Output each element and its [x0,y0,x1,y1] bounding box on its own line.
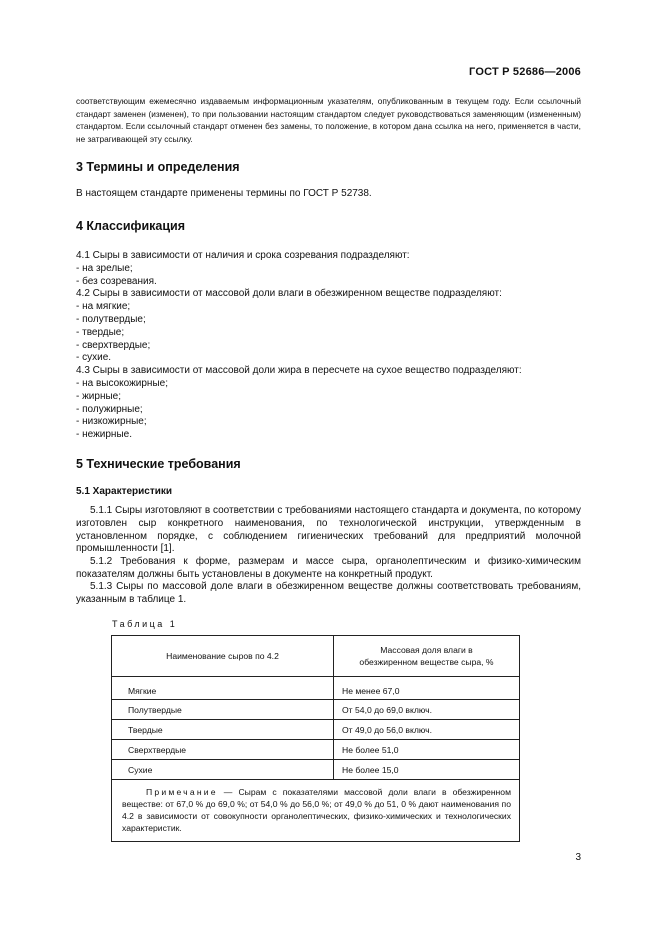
table-row [112,700,520,720]
section-5-title: 5 Технические требования [76,457,241,471]
moisture-table [111,635,520,842]
table-cell: Сверхтвердые [112,740,334,760]
paragraph-5-1-1: 5.1.1 Сыры изготовляют в соответствии с требованиями настоящего стандарта и документа, по которому изготовлен сыр конкретного наименования, по технологической инструкции, утвержденным в установленном порядке, с соблюдением гигиенических требований для предприятий молочной промышленности [1]. [76,505,581,555]
section-3-title: 3 Термины и определения [76,160,240,174]
page-number: 3 [575,852,581,863]
note-lead: Примечание [146,787,218,797]
table-cell: Мягкие [112,677,334,700]
list-item: - полужирные; [76,403,143,415]
list-item: - твердые; [76,326,125,338]
table-header-cell: Массовая доля влаги в обезжиренном веществе сыра, % [334,636,520,677]
table-cell: От 54,0 до 69,0 включ. [334,700,520,720]
table-row [112,677,520,700]
note-text: — Сырам с показателями массовой доли влаги в обезжиренном веществе: от 67,0 % до 69,0 %; от 54,0 % до 56,0 %; от 49,0 % до 51, 0 % дают наименования по 4.2 в зависимости от совокупности органолептических, физико-химических и технологических характеристик. [122,787,511,833]
list-item: 4.1 Сыры в зависимости от наличия и срока созревания подразделяют: [76,250,410,261]
document-header: ГОСТ Р 52686—2006 [469,66,581,78]
table-note-row [112,780,520,842]
list-item: - полутвердые; [76,313,146,325]
table-cell: Полутвердые [112,700,334,720]
table-cell: От 49,0 до 56,0 включ. [334,720,520,740]
table-note [112,780,520,842]
table-cell: Сухие [112,760,334,780]
paragraph-5-1-3: 5.1.3 Сыры по массовой доле влаги в обезжиренном веществе должны соответствовать требованиям, указанным в таблице 1. [76,581,581,605]
table-row [112,760,520,780]
list-item: - на высокожирные; [76,377,168,389]
list-item: - на зрелые; [76,262,133,274]
intro-paragraph: соответствующим ежемесячно издаваемым информационным указателям, опубликованным в текущем году. Если ссылочный стандарт заменен (изменен), то при пользовании настоящим стандартом следует руководствоваться заменяющим (измененным) стандартом. Если ссылочный стандарт отменен без замены, то положение, в котором дана ссылка на него, применяется в части, не затрагивающей эту ссылку. [76,96,581,144]
table-cell: Не более 15,0 [334,760,520,780]
table-row [112,720,520,740]
list-item: 4.2 Сыры в зависимости от массовой доли влаги в обезжиренном веществе подразделяют: [76,288,502,300]
section-4-list [76,250,581,442]
paragraph-5-1-2: 5.1.2 Требования к форме, размерам и массе сыра, органолептическим и физико-химическим показателям должны быть установлены в документе на конкретный продукт. [76,556,581,580]
list-item: - сверхтвердые; [76,339,151,351]
table-cell: Не более 51,0 [334,740,520,760]
section-3-text: В настоящем стандарте применены термины по ГОСТ Р 52738. [76,188,372,199]
section-4-title: 4 Классификация [76,219,186,233]
table-header-row [112,636,520,677]
table-header-cell: Наименование сыров по 4.2 [112,636,334,677]
table-label: Таблица 1 [112,619,178,629]
list-item: - низкожирные; [76,416,147,428]
table-cell: Твердые [112,720,334,740]
table-cell: Не менее 67,0 [334,677,520,700]
list-item: - без созревания. [76,275,157,287]
list-item: 4.3 Сыры в зависимости от массовой доли жира в пересчете на сухое вещество подразделяют: [76,365,522,377]
list-item: - на мягкие; [76,301,131,313]
list-item: - жирные; [76,390,121,402]
section-5-1-subtitle: 5.1 Характеристики [76,486,173,497]
table-row [112,740,520,760]
list-item: - сухие. [76,352,112,364]
list-item: - нежирные. [76,429,132,441]
